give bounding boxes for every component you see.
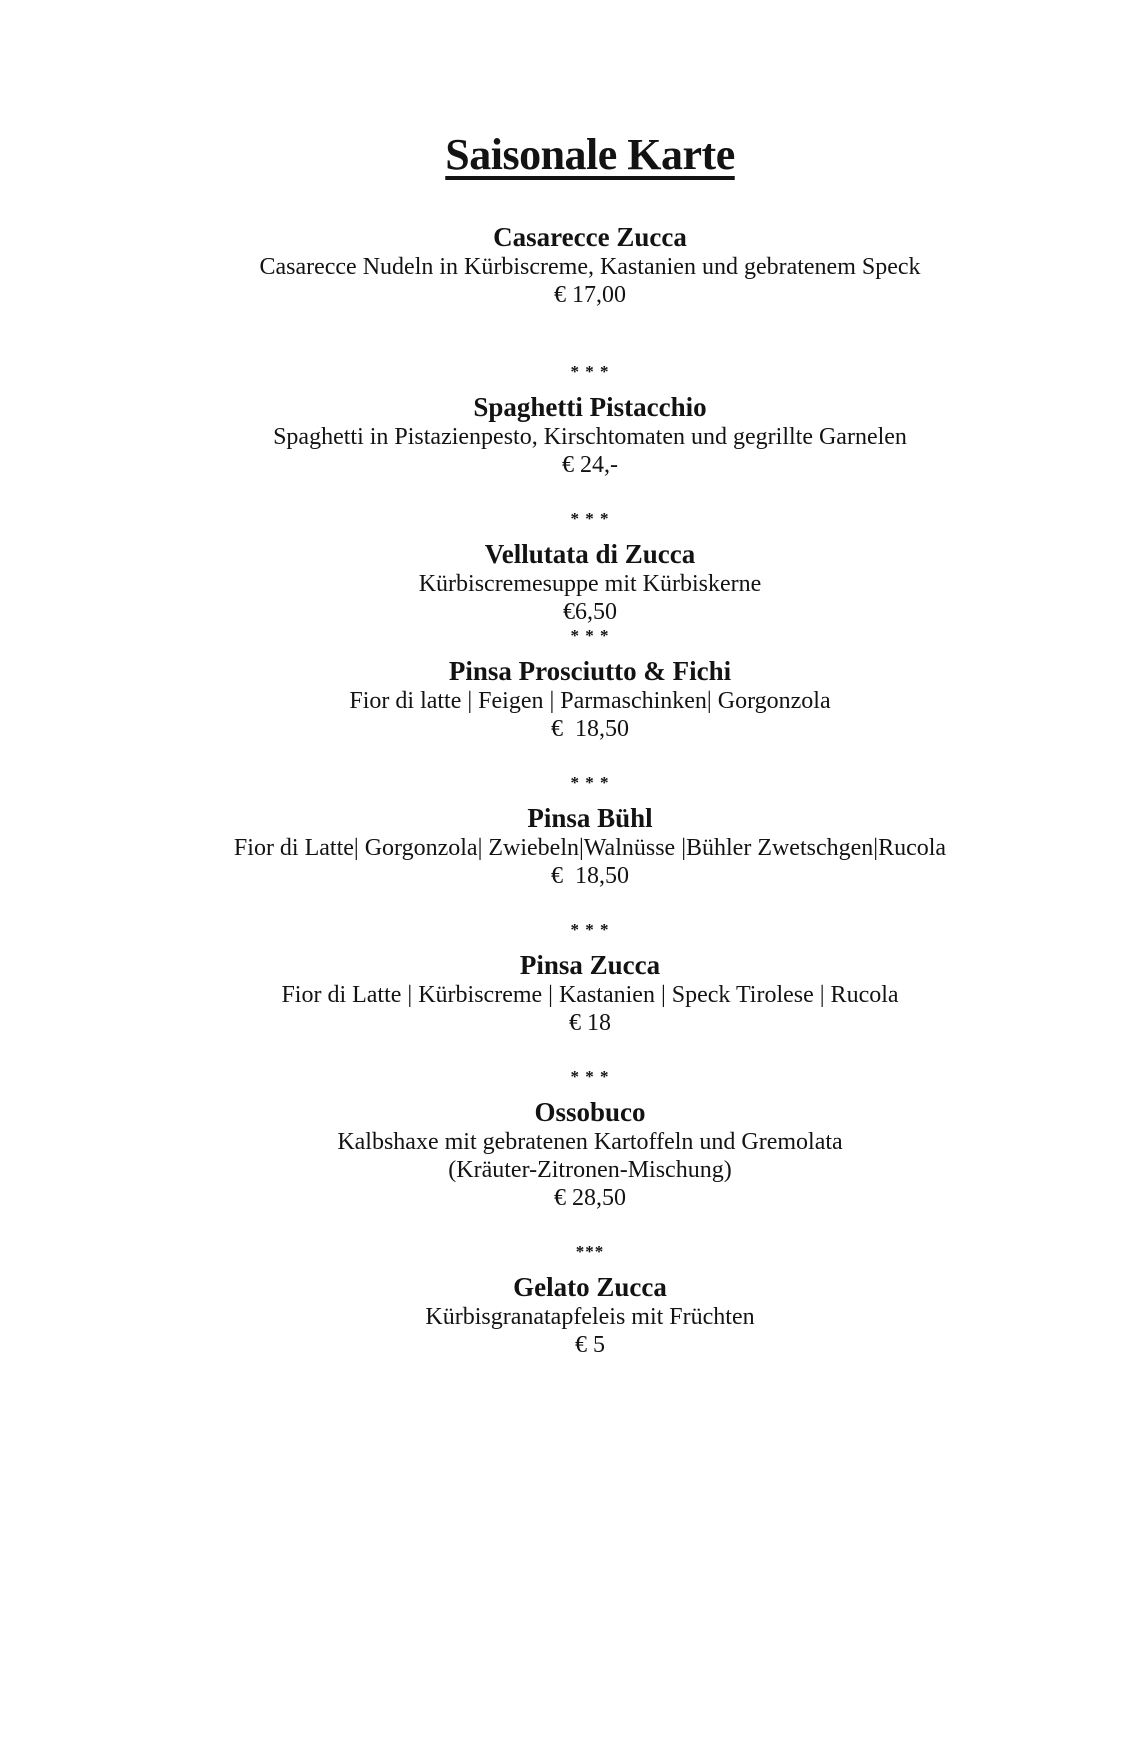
menu-item-name: Gelato Zucca — [513, 1272, 667, 1302]
menu-item-description: (Kräuter-Zitronen-Mischung) — [448, 1157, 732, 1183]
menu-item-price: € 28,50 — [554, 1185, 626, 1211]
menu-item-description: Casarecce Nudeln in Kürbiscreme, Kastanien und gebratenem Speck — [259, 254, 921, 280]
menu-item-ossobuco — [45, 1096, 1135, 1212]
section-separator: *** — [575, 1242, 605, 1261]
section-separator: * * * — [570, 362, 610, 381]
menu-item-pinsa-zucca — [45, 949, 1135, 1037]
menu-item-description: Fior di Latte | Kürbiscreme | Kastanien | Speck Tirolese | Rucola — [281, 982, 899, 1008]
menu-item-description: Spaghetti in Pistazienpesto, Kirschtomaten und gegrillte Garnelen — [273, 424, 907, 450]
menu-item-price: €6,50 — [563, 599, 617, 625]
menu-item-pinsa-prosciutto-fichi — [45, 655, 1135, 743]
menu-item-spaghetti-pistacchio — [45, 391, 1135, 479]
section-separator: * * * — [570, 509, 610, 528]
menu-item-name: Casarecce Zucca — [493, 222, 687, 252]
menu-item-description: Kalbshaxe mit gebratenen Kartoffeln und Gremolata — [337, 1129, 843, 1155]
menu-item-price: € 17,00 — [554, 282, 626, 308]
menu-item-price: € 5 — [575, 1332, 605, 1358]
menu-item-vellutata-di-zucca — [45, 538, 1135, 626]
menu-item-price: € 24,- — [562, 452, 618, 478]
menu-item-price: € 18 — [569, 1010, 611, 1036]
menu-item-description: Fior di latte | Feigen | Parmaschinken| Gorgonzola — [349, 688, 831, 714]
menu-item-name: Pinsa Bühl — [527, 803, 653, 833]
section-separator: * * * — [570, 773, 610, 792]
menu-item-pinsa-buehl — [45, 802, 1135, 890]
menu-item-name: Vellutata di Zucca — [484, 539, 696, 569]
menu-item-price: € 18,50 — [551, 863, 629, 889]
menu-item-gelato-zucca — [45, 1271, 1135, 1359]
menu-item-description: Kürbiscremesuppe mit Kürbiskerne — [418, 571, 762, 597]
menu-item-name: Pinsa Zucca — [519, 950, 661, 980]
menu-item-price: € 18,50 — [551, 716, 629, 742]
section-separator: * * * — [570, 626, 610, 645]
menu-item-name: Spaghetti Pistacchio — [473, 392, 707, 422]
section-separator: * * * — [570, 1067, 610, 1086]
menu-item-description: Kürbisgranatapfeleis mit Früchten — [425, 1304, 755, 1330]
section-separator: * * * — [570, 920, 610, 939]
menu-title: Saisonale Karte — [445, 130, 735, 179]
menu-item-name: Pinsa Prosciutto & Fichi — [448, 656, 732, 686]
menu-item-name: Ossobuco — [534, 1097, 646, 1127]
menu-item-casarecce-zucca — [45, 221, 1135, 309]
menu-item-description: Fior di Latte| Gorgonzola| Zwiebeln|Walnüsse |Bühler Zwetschgen|Rucola — [233, 835, 947, 861]
